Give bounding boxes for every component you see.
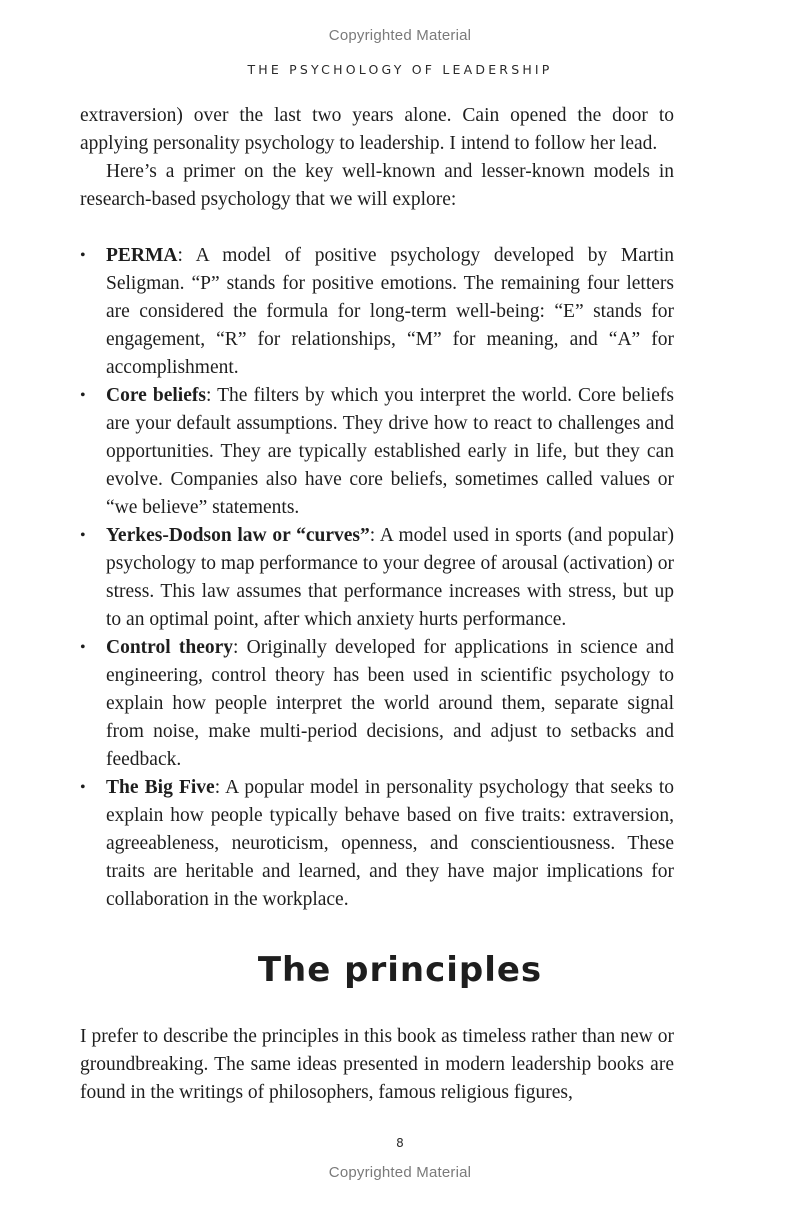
bullet-term: Control theory [106,637,234,658]
bullet-icon: • [80,387,86,404]
bullet-item-big-five [80,774,674,914]
watermark-bottom: Copyrighted Material [328,1164,472,1181]
bullet-term: Core beliefs [106,385,206,406]
bullet-item-perma [80,242,674,382]
bullet-term: PERMA [106,245,178,266]
bullet-item-core-beliefs [80,382,674,522]
page-number: 8 [396,1136,404,1150]
bullet-icon: • [80,247,86,264]
watermark-top: Copyrighted Material [328,27,472,44]
bullet-item-control-theory [80,634,674,774]
section-heading: The principles [257,950,543,990]
bullet-icon: • [80,639,86,656]
bullet-text: : The filters by which you interpret the world. Core beliefs are your default assumptions. They drive how to react to challenges and opportunities. They are typically established early in life, but they can evolve. Companies also have core beliefs, sometimes called values or “we believe” statements. [106,385,674,518]
intro-paragraph-1: extraversion) over the last two years alone. Cain opened the door to applying personality psychology to leadership. I intend to follow her lead. [80,105,674,154]
bullet-icon: • [80,527,86,544]
closing-paragraph: I prefer to describe the principles in this book as timeless rather than new or groundbreaking. The same ideas presented in modern leadership books are found in the writings of philosophers, famous religious figures, [80,1026,674,1103]
bullet-text: : A popular model in personality psychology that seeks to explain how people typically behave based on five traits: extraversion, agreeableness, neuroticism, openness, and conscientiousness. These traits are heritable and learned, and they have major implications for collaboration in the workplace. [106,777,674,910]
bullet-term: Yerkes-Dodson law or “curves” [106,525,370,546]
running-head: THE PSYCHOLOGY OF LEADERSHIP [247,62,553,77]
bullet-text: : A model used in sports (and popular) psychology to map performance to your degree of arousal (activation) or stress. This law assumes that performance increases with stress, but up to an optimal point, after which anxiety hurts performance. [106,525,674,630]
bullet-term: The Big Five [106,777,215,798]
closing-section [80,1023,674,1107]
intro-paragraph-2: Here’s a primer on the key well-known and lesser-known models in research-based psychology that we will explore: [80,161,674,210]
bullet-icon: • [80,779,86,796]
intro-section [80,102,674,214]
models-bullet-list [80,242,674,914]
bullet-text: : A model of positive psychology developed by Martin Seligman. “P” stands for positive emotions. The remaining four letters are considered the formula for long-term well-being: “E” stands for engagement, “R” for relationships, “M” for meaning, and “A” for accomplishment. [106,245,674,378]
bullet-text: : Originally developed for applications in science and engineering, control theory has been used in scientific psychology to explain how people interpret the world around them, separate signal from noise, make multi-period decisions, and adjust to setbacks and feedback. [106,637,674,770]
bullet-item-yerkes-dodson [80,522,674,634]
